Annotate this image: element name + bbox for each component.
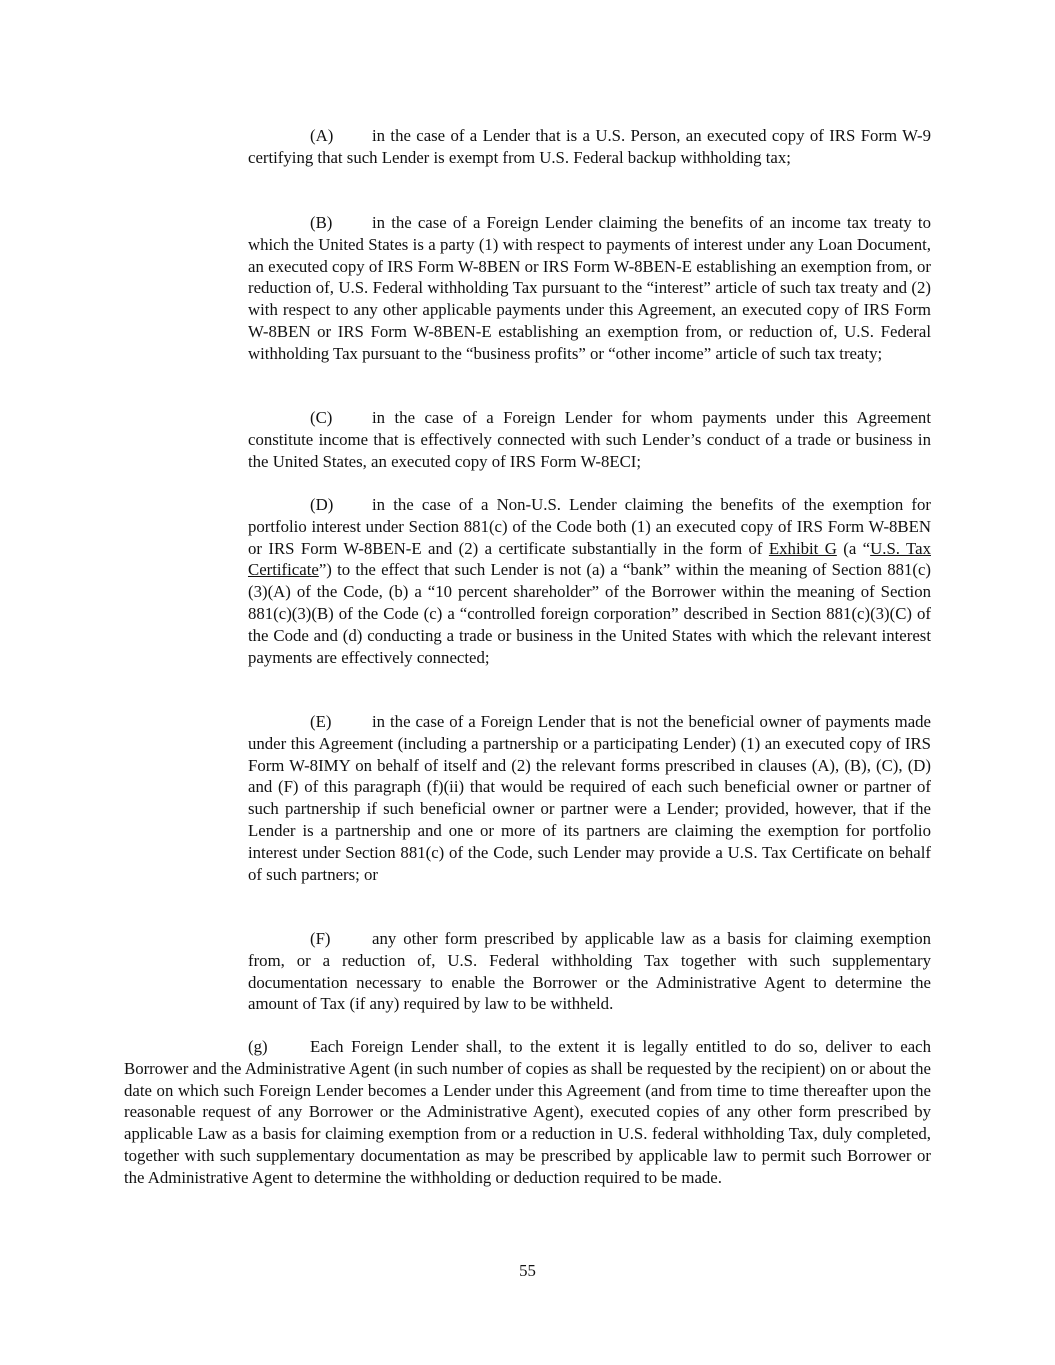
paragraph-e: [248, 711, 931, 885]
paragraph-g: [124, 1036, 931, 1189]
paragraph-a-label: (A): [310, 126, 334, 145]
paragraph-e-label: (E): [310, 712, 332, 731]
paragraph-f-text: any other form prescribed by applicable law as a basis for claiming exemption from, or a reduction of, U.S. Federal withholding Tax together with such supplementary documentation necessary to enable the Borrower or the Administrative Agent to determine the amount of Tax (if any) required by law to be withheld.: [248, 929, 931, 1014]
paragraph-e-text: in the case of a Foreign Lender that is not the beneficial owner of payments made under this Agreement (including a partnership or a participating Lender) (1) an executed copy of IRS Form W-8IMY on behalf of itself and (2) the relevant forms prescribed in clauses (A), (B), (C), (D) and (F) of this paragraph (f)(ii) that would be required of each such beneficial owner or partner of such partnership if such beneficial owner or partner were a Lender; provided, however, that if the Lender is a partnership and one or more of its partners are claiming the exemption for portfolio interest under Section 881(c) of the Code, such Lender may provide a U.S. Tax Certificate on behalf of such partners; or: [248, 712, 931, 884]
paragraph-f: [248, 928, 931, 1015]
paragraph-d-text-1: in the case of a Non-U.S. Lender claiming the benefits of the exemption for portfolio interest under Section 881(c) of the Code both (1) an executed copy of IRS Form W-8BEN or IRS Form W-8BEN-E and (2) a certificate substantially in the form of: [248, 495, 931, 558]
paragraph-a-text: in the case of a Lender that is a U.S. Person, an executed copy of IRS Form W-9 certifying that such Lender is exempt from U.S. Federal backup withholding tax;: [248, 126, 931, 167]
paragraph-d-text-3: ”) to the effect that such Lender is not (a) a “bank” within the meaning of Section 881(c)(3)(A) of the Code, (b) a “10 percent shareholder” of the Borrower within the meaning of Section 881(c)(3)(B) of the Code (c) a “controlled foreign corporation” described in Section 881(c)(3)(C) of the Code and (d) conducting a trade or business in the United States with which the relevant interest payments are effectively connected;: [248, 560, 931, 667]
exhibit-g-link[interactable]: Exhibit G: [768, 538, 837, 558]
us-tax-certificate-term[interactable]: U.S. Tax Certificate: [248, 538, 931, 580]
paragraph-b-label: (B): [310, 213, 333, 232]
paragraph-c-label: (C): [310, 408, 333, 427]
paragraph-b: [248, 212, 931, 365]
paragraph-d-label: (D): [310, 495, 334, 514]
paragraph-c-text: in the case of a Foreign Lender for whom payments under this Agreement constitute income that is effectively connected with such Lender’s conduct of a trade or business in the United States, an executed copy of IRS Form W-8ECI;: [248, 408, 931, 471]
paragraph-c: [248, 407, 931, 472]
paragraph-d: [248, 494, 931, 668]
paragraph-b-text: in the case of a Foreign Lender claiming the benefits of an income tax treaty to which the United States is a party (1) with respect to payments of interest under any Loan Document, an executed copy of IRS Form W-8BEN or IRS Form W-8BEN-E establishing an exemption from, or reduction of, U.S. Federal withholding Tax pursuant to the “interest” article of such tax treaty and (2) with respect to any other applicable payments under this Agreement, an executed copy of IRS Form W-8BEN or IRS Form W-8BEN-E establishing an exemption from, or reduction of, U.S. Federal withholding Tax pursuant to the “business profits” or “other income” article of such tax treaty;: [248, 213, 931, 363]
paragraph-g-label: (g): [248, 1037, 268, 1056]
page-number: 55: [519, 1261, 536, 1280]
paragraph-a: [248, 125, 931, 169]
paragraph-d-text-2: (a “: [836, 538, 871, 558]
paragraph-g-text: Each Foreign Lender shall, to the extent it is legally entitled to do so, deliver to each Borrower and the Administrative Agent (in such number of copies as shall be requested by the recipient) on or about the date on which such Foreign Lender becomes a Lender under this Agreement (and from time to time thereafter upon the reasonable request of any Borrower or the Administrative Agent), executed copies of any other form prescribed by applicable Law as a basis for claiming exemption from or a reduction in U.S. federal withholding Tax, duly completed, together with such supplementary documentation as may be prescribed by applicable law to permit such Borrower or the Administrative Agent to determine the withholding or deduction required to be made.: [124, 1037, 931, 1187]
paragraph-f-label: (F): [310, 929, 331, 948]
